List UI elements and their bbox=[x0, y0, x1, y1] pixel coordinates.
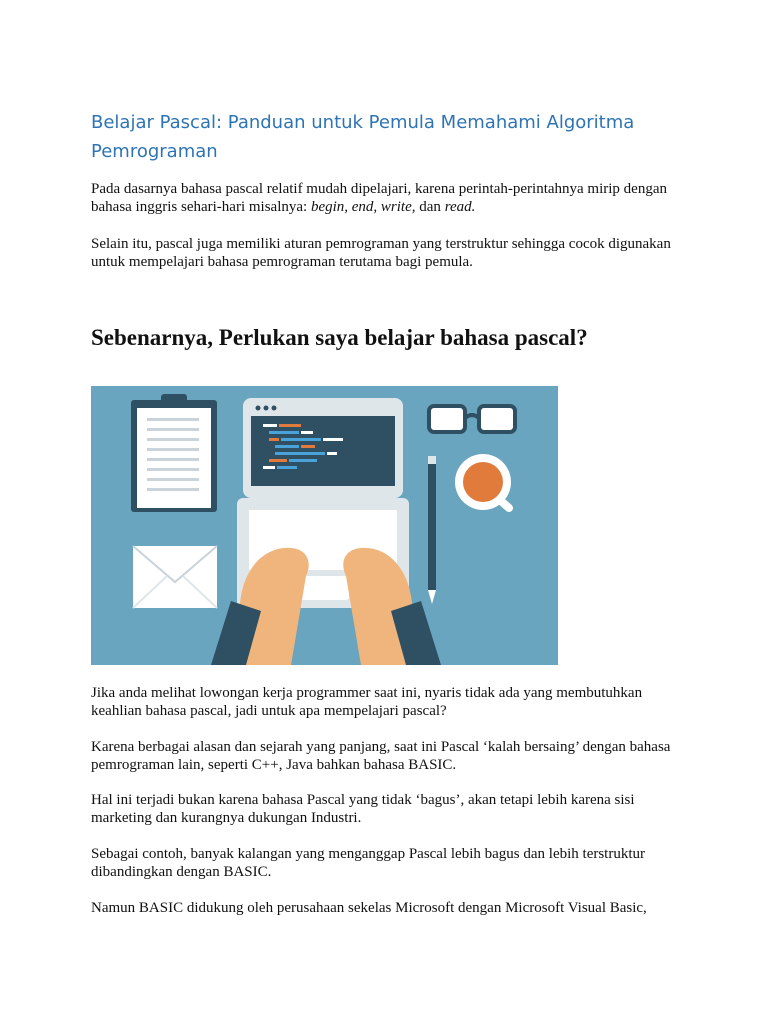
clipboard-icon bbox=[131, 394, 217, 512]
intro-and: dan bbox=[415, 199, 445, 215]
section-heading: Sebenarnya, Perlukan saya belajar bahasa pascal? bbox=[91, 325, 588, 350]
article-title: Belajar Pascal: Panduan untuk Pemula Memahami Algoritma Pemrograman bbox=[91, 112, 635, 162]
paragraph-2: Selain itu, pascal juga memiliki aturan pemrograman yang terstruktur sehingga cocok digunakan untuk mempelajari bahasa pemrograman terutama bagi pemula. bbox=[91, 236, 671, 270]
glasses-icon bbox=[429, 406, 515, 432]
paragraph-3: Jika anda melihat lowongan kerja programmer saat ini, nyaris tidak ada yang membutuhkan keahlian bahasa pascal, jadi untuk apa mempelajari pascal? bbox=[91, 685, 643, 719]
envelope-icon bbox=[133, 546, 217, 608]
paragraph-5: Hal ini terjadi bukan karena bahasa Pascal yang tidak ‘bagus’, akan tetapi lebih karena sisi marketing dan kurangnya dukungan Industri. bbox=[91, 792, 635, 826]
intro-paragraph bbox=[91, 180, 691, 216]
pencil-icon bbox=[428, 456, 436, 604]
intro-last-keyword: read. bbox=[444, 199, 476, 215]
intro-text: Pada dasarnya bahasa pascal relatif mudah dipelajari, karena perintah-perintahnya mirip dengan bahasa inggris sehari-hari misalnya: bbox=[91, 181, 667, 215]
paragraph-6: Sebagai contoh, banyak kalangan yang menganggap Pascal lebih bagus dan lebih terstruktur dibandingkan dengan BASIC. bbox=[91, 846, 646, 880]
paragraph-4: Karena berbagai alasan dan sejarah yang panjang, saat ini Pascal ‘kalah bersaing’ dengan bahasa pemrograman lain, seperti C++, Java bahkan bahasa BASIC. bbox=[91, 739, 671, 773]
paragraph-7: Namun BASIC didukung oleh perusahaan sekelas Microsoft dengan Microsoft Visual Basic, bbox=[91, 900, 647, 916]
hero-illustration bbox=[91, 386, 558, 665]
intro-keywords: begin, end, write, bbox=[310, 199, 416, 215]
coffee-cup-icon bbox=[455, 454, 511, 510]
laptop-workspace-illustration bbox=[91, 386, 558, 665]
